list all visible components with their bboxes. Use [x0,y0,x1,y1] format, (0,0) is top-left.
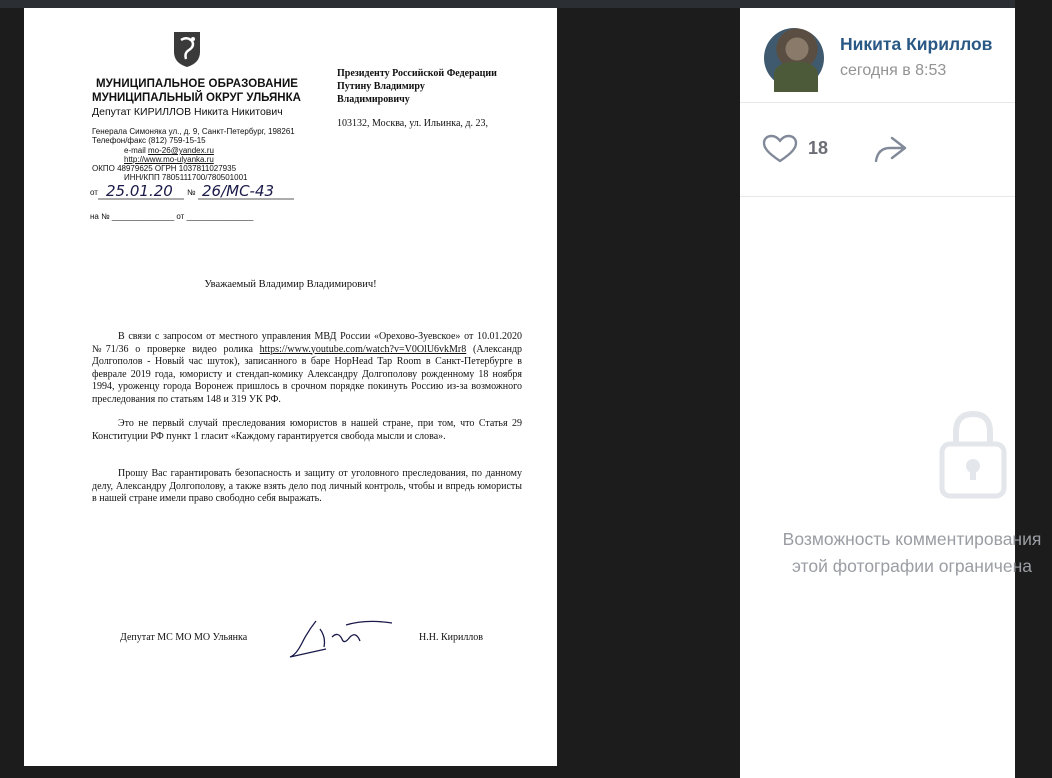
share-button[interactable] [870,132,910,166]
lock-icon [938,408,1008,500]
viewer-top-strip [0,0,1015,8]
sender-okpo: ОКПО 48979625 ОГРН 1037811027935 [92,164,237,173]
like-count: 18 [808,138,829,158]
share-arrow-icon [872,134,908,164]
handwritten-number: 26/МС-43 [202,182,275,200]
comments-closed-message: Возможность комментирования этой фотографии ограничена [782,529,1042,576]
signer-name: Н.Н. Кириллов [419,632,484,643]
salutation: Уважаемый Владимир Владимирович! [204,279,377,290]
photo-viewer[interactable] [0,8,740,778]
sender-inn: ИНН/КПП 7805111700/780501001 [124,173,248,182]
municipal-emblem-icon [172,30,202,68]
sender-phone: Телефон/факс (812) 759-15-15 [92,136,206,145]
heart-icon [762,134,798,164]
reply-reference-line: на № ______________ от _______________ [90,212,254,221]
sender-website: http://www.mo-ulyanka.ru [124,155,214,164]
paragraph-2 [92,418,522,443]
recipient-line1: Президенту Российской Федерации [337,68,497,79]
author-avatar[interactable] [764,28,824,88]
paragraph-1-rest: (Александр Долгополов - Новый час шуток), записанного в баре HopHead Tap Room в Санкт-Петербурге в феврале 2019 года, юмористу и стендап-комику Александру Долгополову рожденному 18 ноября 1994, уроженцу города Воронеж пришлось в срочном порядке покинуть Россию из-за возможного преследования по статьям 148 и 319 УК РФ. [92,343,523,405]
author-name-link[interactable]: Никита Кириллов [840,34,993,54]
org-name-line1: МУНИЦИПАЛЬНОЕ ОБРАЗОВАНИЕ [96,78,299,90]
letter-photo[interactable] [24,8,557,766]
youtube-link: https://www.youtube.com/watch?v=V0OlU6vkMr8 [259,343,467,355]
deputy-line: Депутат КИРИЛЛОВ Никита Никитович [92,106,283,118]
org-name-line2: МУНИЦИПАЛЬНЫЙ ОКРУГ УЛЬЯНКА [92,92,301,104]
paragraph-2-text: Это не первый случай преследования юмористов в нашей стране, при том, что Статья 29 Конституции РФ пункт 1 гласит «Каждому гарантируется свобода мысли и слова». [92,418,522,442]
handwritten-date: 25.01.20 [106,182,173,200]
recipient-line3: Владимировичу [337,94,410,105]
recipient-address: 103132, Москва, ул. Ильинка, д. 23, [337,118,488,129]
recipient-line2: Путину Владимиру [337,81,425,92]
like-button[interactable] [762,132,842,166]
post-side-panel [740,8,1042,778]
divider [740,196,1015,197]
email-label: e-mail [124,146,146,155]
number-prefix: № [187,188,196,197]
email-value: mo-26@yandex.ru [148,146,214,155]
date-underline [98,198,298,201]
paragraph-3 [92,468,522,506]
paragraph-1 [92,331,522,406]
sender-email [124,146,214,155]
date-prefix: от [90,188,98,197]
divider [740,102,1015,103]
post-timestamp[interactable]: сегодня в 8:53 [840,62,947,79]
sender-address: Генерала Симоняка ул., д. 9, Санкт-Петербург, 198261 [92,127,295,136]
paragraph-3-text: Прошу Вас гарантировать безопасность и защиту от уголовного преследования, по данному делу, Александру Долгополову, а также взять дело под личный контроль, чтобы и впредь юмористы в нашей стране имели право свободно себя выражать. [92,468,522,504]
paragraph-1-start: В связи с запросом от местного управления МВД России «Орехово-Зуевское» от 10.01.2020 №71/36 о проверке видео ролика [92,331,522,355]
signer-role: Депутат МС МО МО Ульянка [120,632,248,643]
handwritten-signature [286,613,396,661]
